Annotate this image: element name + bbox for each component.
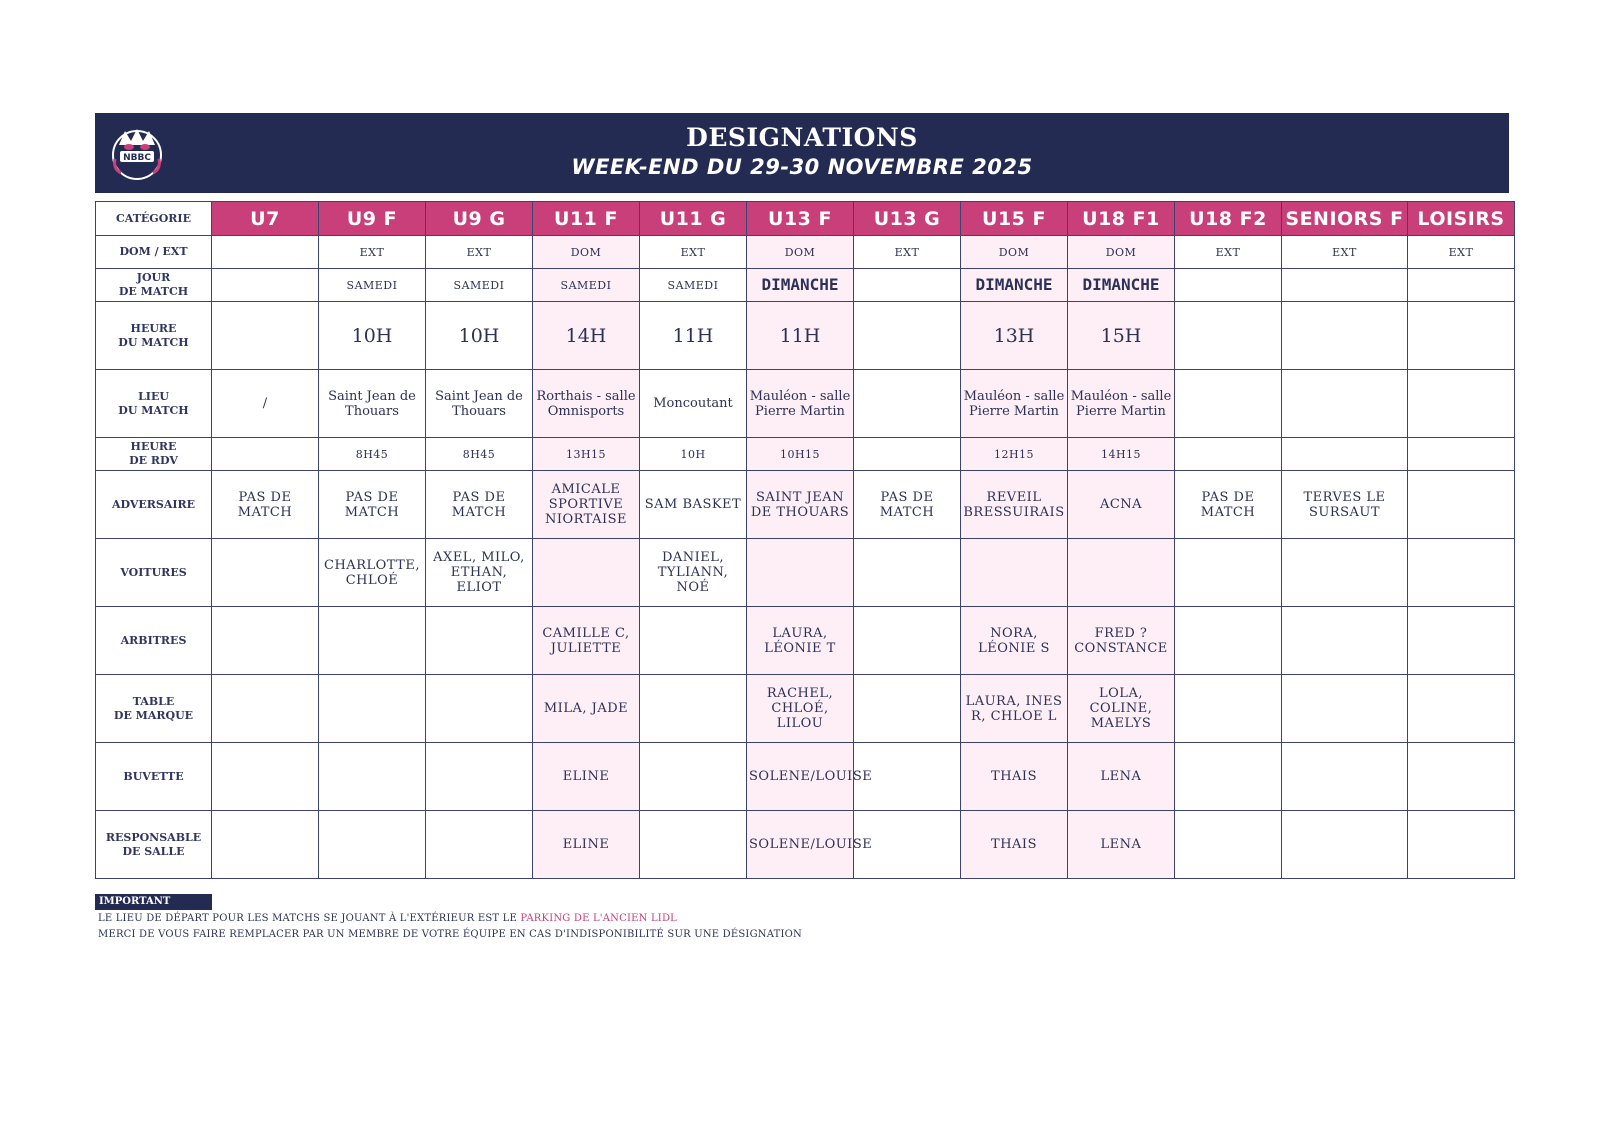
row-label: VOITURES bbox=[96, 539, 212, 607]
table-cell: SAINT JEAN DE THOUARS bbox=[747, 471, 854, 539]
table-cell: SAMEDI bbox=[640, 269, 747, 302]
table-cell: EXT bbox=[426, 236, 533, 269]
table-cell bbox=[1408, 607, 1515, 675]
category-header: LOISIRS bbox=[1408, 202, 1515, 236]
table-cell bbox=[1175, 370, 1282, 438]
table-cell bbox=[1408, 675, 1515, 743]
table-cell: SAMEDI bbox=[533, 269, 640, 302]
note-line-1 bbox=[98, 913, 677, 924]
table-cell: SAMEDI bbox=[426, 269, 533, 302]
table-cell: SAM BASKET bbox=[640, 471, 747, 539]
table-cell: SOLENE/LOUISE bbox=[747, 811, 854, 879]
table-cell: AMICALE SPORTIVE NIORTAISE bbox=[533, 471, 640, 539]
table-cell bbox=[319, 811, 426, 879]
table-cell: DANIEL, TYLIANN, NOÉ bbox=[640, 539, 747, 607]
page-title: DESIGNATIONS bbox=[686, 123, 918, 152]
table-row bbox=[96, 607, 1515, 675]
table-cell bbox=[1408, 269, 1515, 302]
table-cell: SAMEDI bbox=[319, 269, 426, 302]
table-cell bbox=[1282, 302, 1408, 370]
table-cell bbox=[426, 607, 533, 675]
table-cell bbox=[1408, 438, 1515, 471]
table-cell bbox=[854, 539, 961, 607]
table-cell: CAMILLE C, JULIETTE bbox=[533, 607, 640, 675]
table-cell: 8H45 bbox=[319, 438, 426, 471]
table-cell bbox=[1282, 370, 1408, 438]
table-cell bbox=[319, 743, 426, 811]
category-row bbox=[96, 202, 1515, 236]
table-cell bbox=[1175, 539, 1282, 607]
table-cell: 13H15 bbox=[533, 438, 640, 471]
table-cell: 10H bbox=[640, 438, 747, 471]
row-label: TABLE DE MARQUE bbox=[96, 675, 212, 743]
table-cell: REVEIL BRESSUIRAIS bbox=[961, 471, 1068, 539]
table-cell: Saint Jean de Thouars bbox=[319, 370, 426, 438]
table-cell: THAIS bbox=[961, 811, 1068, 879]
table-row bbox=[96, 675, 1515, 743]
table-cell bbox=[1068, 539, 1175, 607]
table-cell: Rorthais - salle Omnisports bbox=[533, 370, 640, 438]
table-cell bbox=[640, 811, 747, 879]
table-cell: EXT bbox=[1282, 236, 1408, 269]
table-cell bbox=[1175, 607, 1282, 675]
table-cell bbox=[426, 675, 533, 743]
table-cell bbox=[212, 236, 319, 269]
table-cell: 14H15 bbox=[1068, 438, 1175, 471]
category-header: U11 G bbox=[640, 202, 747, 236]
table-cell: SOLENE/LOUISE bbox=[747, 743, 854, 811]
table-cell bbox=[212, 811, 319, 879]
row-label: BUVETTE bbox=[96, 743, 212, 811]
table-row bbox=[96, 269, 1515, 302]
table-cell bbox=[1282, 675, 1408, 743]
category-header: U9 F bbox=[319, 202, 426, 236]
table-row bbox=[96, 236, 1515, 269]
table-cell: 11H bbox=[640, 302, 747, 370]
table-cell bbox=[1408, 471, 1515, 539]
table-cell: 10H bbox=[319, 302, 426, 370]
category-header: U18 F2 bbox=[1175, 202, 1282, 236]
category-header: U13 F bbox=[747, 202, 854, 236]
table-cell bbox=[1282, 743, 1408, 811]
table-cell: 11H bbox=[747, 302, 854, 370]
table-cell bbox=[854, 438, 961, 471]
table-row bbox=[96, 743, 1515, 811]
table-cell bbox=[1408, 370, 1515, 438]
table-cell bbox=[1175, 743, 1282, 811]
svg-text:NBBC: NBBC bbox=[123, 153, 151, 163]
table-cell: DOM bbox=[1068, 236, 1175, 269]
table-cell: CHARLOTTE, CHLOÉ bbox=[319, 539, 426, 607]
table-cell: NORA, LÉONIE S bbox=[961, 607, 1068, 675]
row-label: JOUR DE MATCH bbox=[96, 269, 212, 302]
table-cell: DOM bbox=[533, 236, 640, 269]
table-cell: Saint Jean de Thouars bbox=[426, 370, 533, 438]
table-cell bbox=[854, 370, 961, 438]
table-cell bbox=[212, 743, 319, 811]
table-cell: TERVES LE SURSAUT bbox=[1282, 471, 1408, 539]
table-cell bbox=[640, 743, 747, 811]
table-cell: ACNA bbox=[1068, 471, 1175, 539]
table-cell: MILA, JADE bbox=[533, 675, 640, 743]
table-cell: DOM bbox=[747, 236, 854, 269]
table-cell bbox=[1408, 743, 1515, 811]
table-cell bbox=[1175, 269, 1282, 302]
category-header: U13 G bbox=[854, 202, 961, 236]
table-cell: DOM bbox=[961, 236, 1068, 269]
row-label: HEURE DU MATCH bbox=[96, 302, 212, 370]
table-cell: PAS DE MATCH bbox=[854, 471, 961, 539]
table-cell: Mauléon - salle Pierre Martin bbox=[747, 370, 854, 438]
table-cell bbox=[1282, 539, 1408, 607]
table-cell: DIMANCHE bbox=[961, 269, 1068, 302]
row-label: HEURE DE RDV bbox=[96, 438, 212, 471]
table-cell: DIMANCHE bbox=[747, 269, 854, 302]
table-cell: THAIS bbox=[961, 743, 1068, 811]
category-header: U7 bbox=[212, 202, 319, 236]
table-row bbox=[96, 471, 1515, 539]
table-cell bbox=[1408, 539, 1515, 607]
important-tag: IMPORTANT bbox=[95, 894, 212, 910]
table-cell bbox=[533, 539, 640, 607]
table-cell: LENA bbox=[1068, 811, 1175, 879]
category-header: U18 F1 bbox=[1068, 202, 1175, 236]
row-label: ADVERSAIRE bbox=[96, 471, 212, 539]
table-cell bbox=[1282, 269, 1408, 302]
table-cell: ELINE bbox=[533, 811, 640, 879]
category-header: U11 F bbox=[533, 202, 640, 236]
table-cell bbox=[854, 607, 961, 675]
table-cell: Mauléon - salle Pierre Martin bbox=[1068, 370, 1175, 438]
table-cell bbox=[854, 269, 961, 302]
table-cell: DIMANCHE bbox=[1068, 269, 1175, 302]
note-line-2: MERCI DE VOUS FAIRE REMPLACER PAR UN MEMBRE DE VOTRE ÉQUIPE EN CAS D'INDISPONIBILITÉ SUR UNE DÉSIGNATION bbox=[98, 929, 802, 940]
table-cell bbox=[747, 539, 854, 607]
table-cell bbox=[426, 811, 533, 879]
table-cell bbox=[1408, 302, 1515, 370]
row-label: DOM / EXT bbox=[96, 236, 212, 269]
table-cell: EXT bbox=[1408, 236, 1515, 269]
table-cell bbox=[1175, 675, 1282, 743]
row-label: CATÉGORIE bbox=[96, 202, 212, 236]
table-cell: LENA bbox=[1068, 743, 1175, 811]
table-cell bbox=[961, 539, 1068, 607]
table-cell: Moncoutant bbox=[640, 370, 747, 438]
table-cell: PAS DE MATCH bbox=[1175, 471, 1282, 539]
header-banner bbox=[95, 113, 1509, 193]
table-row bbox=[96, 438, 1515, 471]
table-row bbox=[96, 539, 1515, 607]
table-cell: 15H bbox=[1068, 302, 1175, 370]
table-cell: 12H15 bbox=[961, 438, 1068, 471]
table-cell bbox=[212, 539, 319, 607]
table-cell: PAS DE MATCH bbox=[319, 471, 426, 539]
table-cell bbox=[1282, 607, 1408, 675]
table-cell: 13H bbox=[961, 302, 1068, 370]
table-cell bbox=[640, 607, 747, 675]
table-cell bbox=[212, 302, 319, 370]
table-cell: EXT bbox=[319, 236, 426, 269]
table-cell: EXT bbox=[1175, 236, 1282, 269]
page-subtitle: WEEK-END DU 29-30 NOVEMBRE 2025 bbox=[571, 155, 1033, 179]
table-cell: EXT bbox=[640, 236, 747, 269]
table-cell: AXEL, MILO, ETHAN, ELIOT bbox=[426, 539, 533, 607]
table-row bbox=[96, 811, 1515, 879]
row-label: LIEU DU MATCH bbox=[96, 370, 212, 438]
table-cell bbox=[640, 675, 747, 743]
category-header: U15 F bbox=[961, 202, 1068, 236]
table-row bbox=[96, 302, 1515, 370]
table-cell bbox=[1175, 302, 1282, 370]
table-cell bbox=[1282, 811, 1408, 879]
row-label: RESPONSABLE DE SALLE bbox=[96, 811, 212, 879]
table-cell: 8H45 bbox=[426, 438, 533, 471]
table-row bbox=[96, 370, 1515, 438]
table-cell: LAURA, LÉONIE T bbox=[747, 607, 854, 675]
category-header: U9 G bbox=[426, 202, 533, 236]
table-cell bbox=[1175, 438, 1282, 471]
row-label: ARBITRES bbox=[96, 607, 212, 675]
table-cell bbox=[854, 675, 961, 743]
table-cell bbox=[426, 743, 533, 811]
table-cell bbox=[1175, 811, 1282, 879]
table-cell: 10H bbox=[426, 302, 533, 370]
table-cell bbox=[854, 302, 961, 370]
table-cell bbox=[212, 269, 319, 302]
table-cell: PAS DE MATCH bbox=[212, 471, 319, 539]
table-cell: Mauléon - salle Pierre Martin bbox=[961, 370, 1068, 438]
table-cell: EXT bbox=[854, 236, 961, 269]
table-cell: 14H bbox=[533, 302, 640, 370]
table-cell: 10H15 bbox=[747, 438, 854, 471]
table-cell: FRED ? CONSTANCE bbox=[1068, 607, 1175, 675]
table-cell bbox=[1282, 438, 1408, 471]
table-cell bbox=[319, 607, 426, 675]
table-cell bbox=[319, 675, 426, 743]
table-cell bbox=[212, 438, 319, 471]
note-line-1-text: LE LIEU DE DÉPART POUR LES MATCHS SE JOUANT À L'EXTÉRIEUR EST LE bbox=[98, 913, 521, 924]
table-cell: / bbox=[212, 370, 319, 438]
designations-table bbox=[95, 201, 1515, 879]
table-cell bbox=[1408, 811, 1515, 879]
table-cell: PAS DE MATCH bbox=[426, 471, 533, 539]
table-cell: LAURA, INES R, CHLOE L bbox=[961, 675, 1068, 743]
table-cell bbox=[212, 675, 319, 743]
table-cell: ELINE bbox=[533, 743, 640, 811]
table-cell: LOLA, COLINE, MAELYS bbox=[1068, 675, 1175, 743]
table-cell bbox=[212, 607, 319, 675]
table-cell: RACHEL, CHLOÉ, LILOU bbox=[747, 675, 854, 743]
note-line-1-highlight: PARKING DE L'ANCIEN LIDL bbox=[520, 913, 678, 924]
category-header: SENIORS F bbox=[1282, 202, 1408, 236]
